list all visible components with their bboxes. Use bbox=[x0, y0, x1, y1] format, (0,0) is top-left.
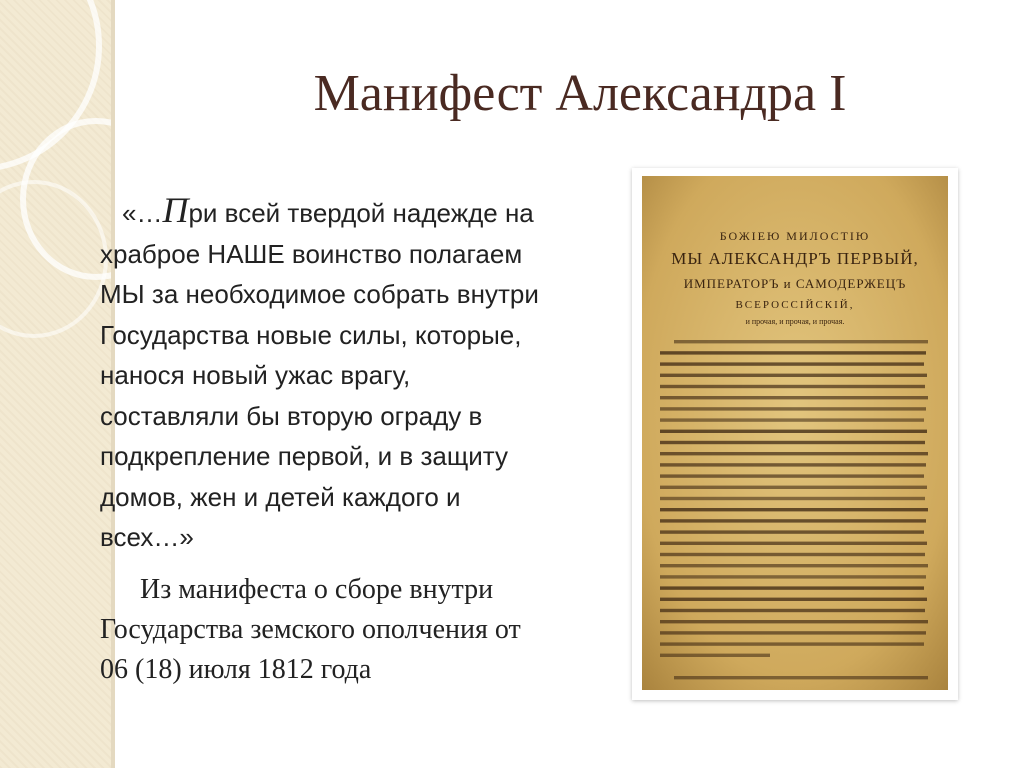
print-line bbox=[674, 340, 928, 343]
print-line bbox=[660, 385, 925, 388]
source-line: Государства земского ополчения от bbox=[100, 613, 521, 645]
print-line bbox=[660, 407, 926, 410]
slide-content bbox=[100, 190, 620, 690]
print-line bbox=[660, 575, 926, 578]
document-header-line: МЫ АЛЕКСАНДРЪ ПЕРВЫЙ, bbox=[671, 249, 919, 268]
quote-open: «… bbox=[122, 198, 163, 228]
print-line bbox=[660, 374, 927, 377]
quote-line: МЫ за необходимое собрать внутри bbox=[100, 279, 539, 309]
print-line bbox=[660, 474, 924, 477]
print-line bbox=[660, 497, 925, 500]
print-line bbox=[660, 519, 926, 522]
slide-title: Манифест Александра I bbox=[313, 65, 847, 122]
manifesto-page-illustration bbox=[632, 168, 958, 700]
quote-initial-letter: П bbox=[162, 190, 189, 230]
print-line bbox=[674, 676, 928, 679]
print-line bbox=[660, 396, 928, 399]
document-header-line: ИМПЕРАТОРЪ и САМОДЕРЖЕЦЪ bbox=[683, 276, 907, 291]
document-header-line: БОЖIЕЮ МИЛОСТIЮ bbox=[719, 229, 871, 243]
print-line bbox=[660, 430, 927, 433]
print-line bbox=[660, 351, 926, 354]
decorative-side-band bbox=[0, 0, 115, 768]
print-line bbox=[660, 542, 927, 545]
quote-line: составляли бы вторую ограду в bbox=[100, 400, 483, 431]
print-line bbox=[660, 564, 928, 567]
print-line bbox=[660, 553, 925, 556]
document-header-line: и прочая, и прочая, и прочая. bbox=[745, 317, 845, 326]
quote-source bbox=[100, 570, 620, 690]
print-line bbox=[660, 530, 924, 533]
print-line bbox=[660, 452, 928, 455]
print-line bbox=[660, 441, 925, 444]
print-line bbox=[660, 654, 770, 657]
source-line: 06 (18) июля 1812 года bbox=[100, 653, 372, 685]
quote-line: всех…» bbox=[100, 522, 194, 552]
print-line bbox=[660, 631, 926, 634]
print-line bbox=[660, 463, 926, 466]
print-line bbox=[660, 418, 924, 421]
quote-line: храброе НАШЕ воинство полагаем bbox=[100, 238, 523, 269]
print-line bbox=[660, 620, 928, 623]
print-line bbox=[660, 598, 927, 601]
print-line bbox=[660, 486, 927, 489]
print-line bbox=[660, 609, 925, 612]
document-header-line: ВСЕРОССIЙСКIЙ, bbox=[735, 299, 855, 311]
quote-line: домов, жен и детей каждого и bbox=[100, 481, 461, 512]
manifesto-document-image bbox=[632, 168, 958, 700]
source-line: Из манифеста о сборе внутри bbox=[140, 573, 494, 605]
quote-line: ри всей твердой надежде на bbox=[188, 198, 534, 228]
quote-line: подкрепление первой, и в защиту bbox=[100, 441, 508, 471]
print-line bbox=[660, 642, 924, 645]
quote-line: нанося новый ужас врагу, bbox=[100, 360, 411, 390]
print-line bbox=[660, 586, 924, 589]
print-line bbox=[660, 508, 928, 511]
print-line bbox=[660, 362, 924, 365]
quote-line: Государства новые силы, которые, bbox=[100, 319, 522, 350]
manifesto-quote bbox=[100, 190, 620, 558]
